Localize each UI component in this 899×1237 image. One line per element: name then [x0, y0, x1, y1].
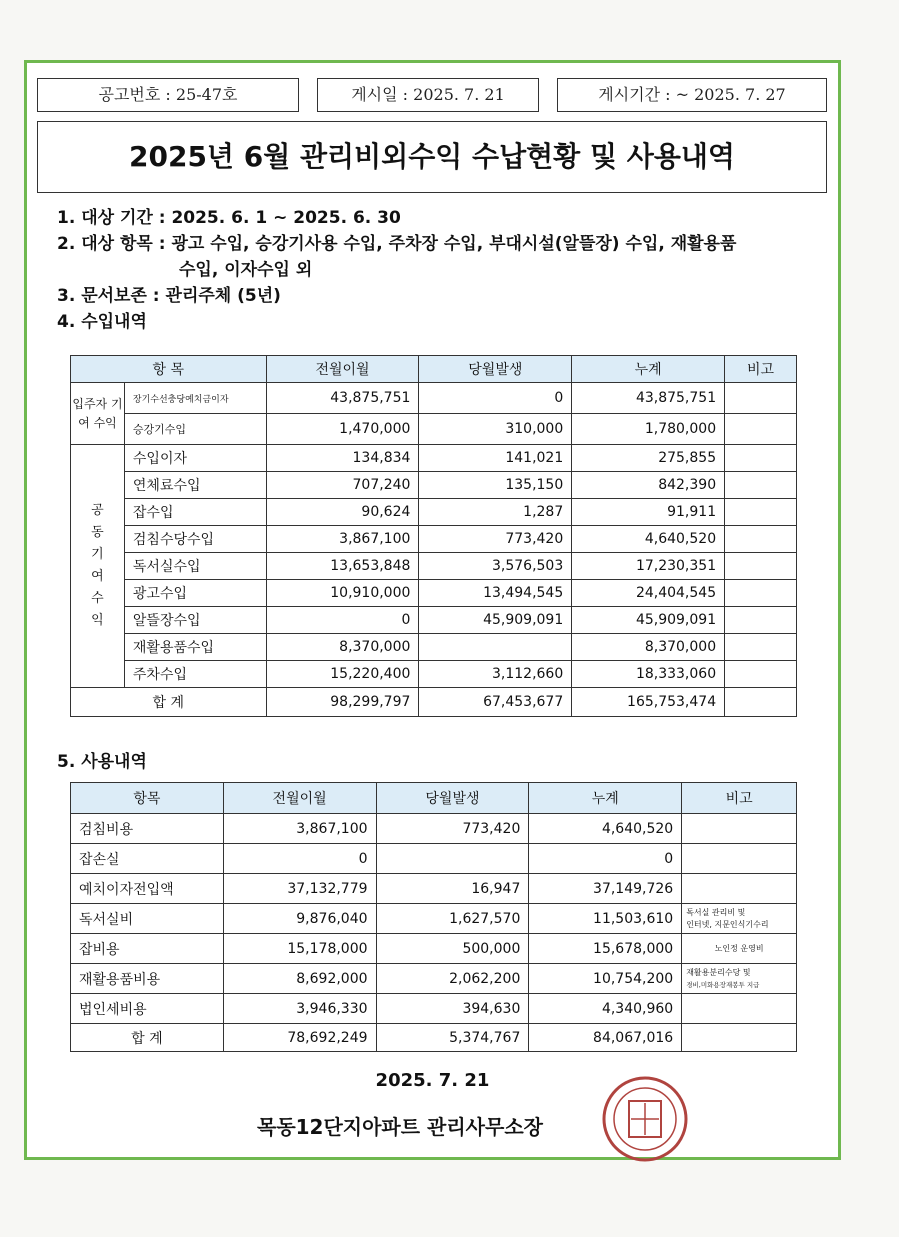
cell-note	[725, 445, 797, 472]
notice-items	[57, 205, 736, 335]
cell-total: 1,780,000	[572, 414, 725, 445]
usage-heading: 5. 사용내역	[57, 752, 147, 772]
group-common	[71, 445, 125, 688]
table-row	[71, 844, 797, 874]
cell-curr: 2,062,200	[376, 964, 529, 994]
item-period: 1. 대상 기간 : 2025. 6. 1 ~ 2025. 6. 30	[57, 208, 401, 228]
note-line: 독서실 관리비 및	[686, 907, 746, 917]
row-label: 예치이자전입액	[71, 874, 224, 904]
cell-prev: 134,834	[266, 445, 419, 472]
group-common-label: 공 동 기 여 수 익	[91, 503, 104, 628]
cell-note	[682, 994, 797, 1024]
cell-curr: 45,909,091	[419, 607, 572, 634]
cell-total: 4,640,520	[529, 814, 682, 844]
table-row	[71, 874, 797, 904]
cell-note	[725, 499, 797, 526]
cell-total: 18,333,060	[572, 661, 725, 688]
table-row	[71, 964, 797, 994]
col-item: 항 목	[71, 356, 267, 383]
col-total: 누계	[572, 356, 725, 383]
cell-prev: 13,653,848	[266, 553, 419, 580]
table-row	[71, 472, 797, 499]
income-header-row	[71, 356, 797, 383]
col-curr: 당월발생	[376, 783, 529, 814]
cell-curr: 500,000	[376, 934, 529, 964]
official-seal	[601, 1075, 689, 1163]
note-line: 인터넷, 지문인식기수리	[686, 919, 769, 929]
item-retention: 3. 문서보존 : 관리주체 (5년)	[57, 286, 281, 306]
item-income-heading: 4. 수입내역	[57, 312, 147, 332]
note-line: 재활용분리수당 및	[686, 967, 751, 977]
cell-curr	[376, 844, 529, 874]
cell-note	[682, 964, 797, 994]
cell-note	[725, 383, 797, 414]
table-row	[71, 553, 797, 580]
cell-total: 4,640,520	[572, 526, 725, 553]
cell-curr: 16,947	[376, 874, 529, 904]
cell-total: 45,909,091	[572, 607, 725, 634]
note-line: 노인정 운영비	[714, 943, 764, 953]
row-label: 광고수입	[124, 580, 266, 607]
cell-prev: 43,875,751	[266, 383, 419, 414]
cell-prev: 0	[223, 844, 376, 874]
table-row	[71, 526, 797, 553]
cell-prev: 1,470,000	[266, 414, 419, 445]
sum-prev: 98,299,797	[266, 688, 419, 717]
cell-total: 842,390	[572, 472, 725, 499]
cell-note	[682, 934, 797, 964]
cell-prev: 9,876,040	[223, 904, 376, 934]
row-label: 장기수선충당예치금이자	[124, 383, 266, 414]
cell-total: 10,754,200	[529, 964, 682, 994]
row-label: 수입이자	[124, 445, 266, 472]
sum-note	[682, 1024, 797, 1052]
cell-curr	[419, 634, 572, 661]
cell-note	[725, 472, 797, 499]
cell-curr: 310,000	[419, 414, 572, 445]
cell-curr: 0	[419, 383, 572, 414]
table-row	[71, 414, 797, 445]
item-targets: 2. 대상 항목 : 광고 수입, 승강기사용 수입, 주차장 수입, 부대시설(알뜰장) 수입, 재활용품	[57, 234, 737, 254]
cell-note	[725, 634, 797, 661]
usage-table	[70, 782, 797, 1052]
footer-org: 목동12단지아파트 관리사무소장	[257, 1115, 543, 1139]
row-label: 독서실비	[71, 904, 224, 934]
col-total: 누계	[529, 783, 682, 814]
cell-prev: 15,220,400	[266, 661, 419, 688]
cell-prev: 15,178,000	[223, 934, 376, 964]
cell-curr: 773,420	[419, 526, 572, 553]
cell-total: 37,149,726	[529, 874, 682, 904]
cell-curr: 13,494,545	[419, 580, 572, 607]
item-targets-cont: 수입, 이자수입 외	[179, 260, 313, 280]
row-label: 재활용품수입	[124, 634, 266, 661]
group-resident: 입주자 기여 수익	[71, 383, 125, 445]
cell-total: 0	[529, 844, 682, 874]
cell-note	[725, 553, 797, 580]
row-label: 검침비용	[71, 814, 224, 844]
table-row	[71, 904, 797, 934]
table-row	[71, 499, 797, 526]
cell-prev: 3,867,100	[223, 814, 376, 844]
footer-date: 2025. 7. 21	[375, 1070, 490, 1091]
col-note: 비고	[725, 356, 797, 383]
cell-curr: 3,576,503	[419, 553, 572, 580]
row-label: 주차수입	[124, 661, 266, 688]
table-row	[71, 607, 797, 634]
usage-header-row	[71, 783, 797, 814]
cell-prev: 90,624	[266, 499, 419, 526]
post-date: 게시일 : 2025. 7. 21	[317, 78, 539, 112]
cell-curr: 1,627,570	[376, 904, 529, 934]
cell-prev: 3,867,100	[266, 526, 419, 553]
cell-curr: 141,021	[419, 445, 572, 472]
table-row	[71, 994, 797, 1024]
sum-total: 84,067,016	[529, 1024, 682, 1052]
cell-prev: 37,132,779	[223, 874, 376, 904]
table-row	[71, 445, 797, 472]
table-row	[71, 580, 797, 607]
sum-prev: 78,692,249	[223, 1024, 376, 1052]
cell-note	[725, 580, 797, 607]
cell-curr: 1,287	[419, 499, 572, 526]
row-label: 알뜰장수입	[124, 607, 266, 634]
col-curr: 당월발생	[419, 356, 572, 383]
col-note: 비고	[682, 783, 797, 814]
sum-label: 합 계	[71, 688, 267, 717]
row-label: 법인세비용	[71, 994, 224, 1024]
table-row	[71, 634, 797, 661]
sum-curr: 67,453,677	[419, 688, 572, 717]
income-sum-row	[71, 688, 797, 717]
cell-note	[725, 414, 797, 445]
cell-total: 17,230,351	[572, 553, 725, 580]
cell-prev: 8,692,000	[223, 964, 376, 994]
row-label: 잡수입	[124, 499, 266, 526]
table-row	[71, 814, 797, 844]
cell-total: 91,911	[572, 499, 725, 526]
income-table	[70, 355, 797, 717]
cell-note	[682, 904, 797, 934]
cell-note	[682, 844, 797, 874]
cell-curr: 135,150	[419, 472, 572, 499]
cell-curr: 3,112,660	[419, 661, 572, 688]
row-label: 재활용품비용	[71, 964, 224, 994]
cell-total: 24,404,545	[572, 580, 725, 607]
cell-curr: 773,420	[376, 814, 529, 844]
cell-total: 4,340,960	[529, 994, 682, 1024]
cell-note	[725, 607, 797, 634]
sum-note	[725, 688, 797, 717]
document-frame	[24, 60, 841, 1160]
cell-note	[725, 526, 797, 553]
cell-note	[682, 814, 797, 844]
note-line: 경비,미화용장재봉투 지급	[686, 980, 760, 989]
cell-total: 275,855	[572, 445, 725, 472]
cell-curr: 394,630	[376, 994, 529, 1024]
notice-number: 공고번호 : 25-47호	[37, 78, 299, 112]
cell-prev: 8,370,000	[266, 634, 419, 661]
cell-total: 11,503,610	[529, 904, 682, 934]
cell-prev: 10,910,000	[266, 580, 419, 607]
col-prev: 전월이월	[266, 356, 419, 383]
cell-total: 43,875,751	[572, 383, 725, 414]
cell-prev: 3,946,330	[223, 994, 376, 1024]
cell-total: 15,678,000	[529, 934, 682, 964]
cell-prev: 707,240	[266, 472, 419, 499]
usage-sum-row	[71, 1024, 797, 1052]
sum-total: 165,753,474	[572, 688, 725, 717]
row-label: 승강기수입	[124, 414, 266, 445]
row-label: 연체료수입	[124, 472, 266, 499]
col-prev: 전월이월	[223, 783, 376, 814]
cell-note	[725, 661, 797, 688]
cell-note	[682, 874, 797, 904]
table-row	[71, 934, 797, 964]
row-label: 잡손실	[71, 844, 224, 874]
post-period: 게시기간 : ~ 2025. 7. 27	[557, 78, 827, 112]
row-label: 독서실수입	[124, 553, 266, 580]
table-row	[71, 383, 797, 414]
cell-total: 8,370,000	[572, 634, 725, 661]
row-label: 검침수당수입	[124, 526, 266, 553]
cell-prev: 0	[266, 607, 419, 634]
sum-curr: 5,374,767	[376, 1024, 529, 1052]
page-title: 2025년 6월 관리비외수익 수납현황 및 사용내역	[37, 121, 827, 193]
col-item: 항목	[71, 783, 224, 814]
table-row	[71, 661, 797, 688]
row-label: 잡비용	[71, 934, 224, 964]
sum-label: 합 계	[71, 1024, 224, 1052]
